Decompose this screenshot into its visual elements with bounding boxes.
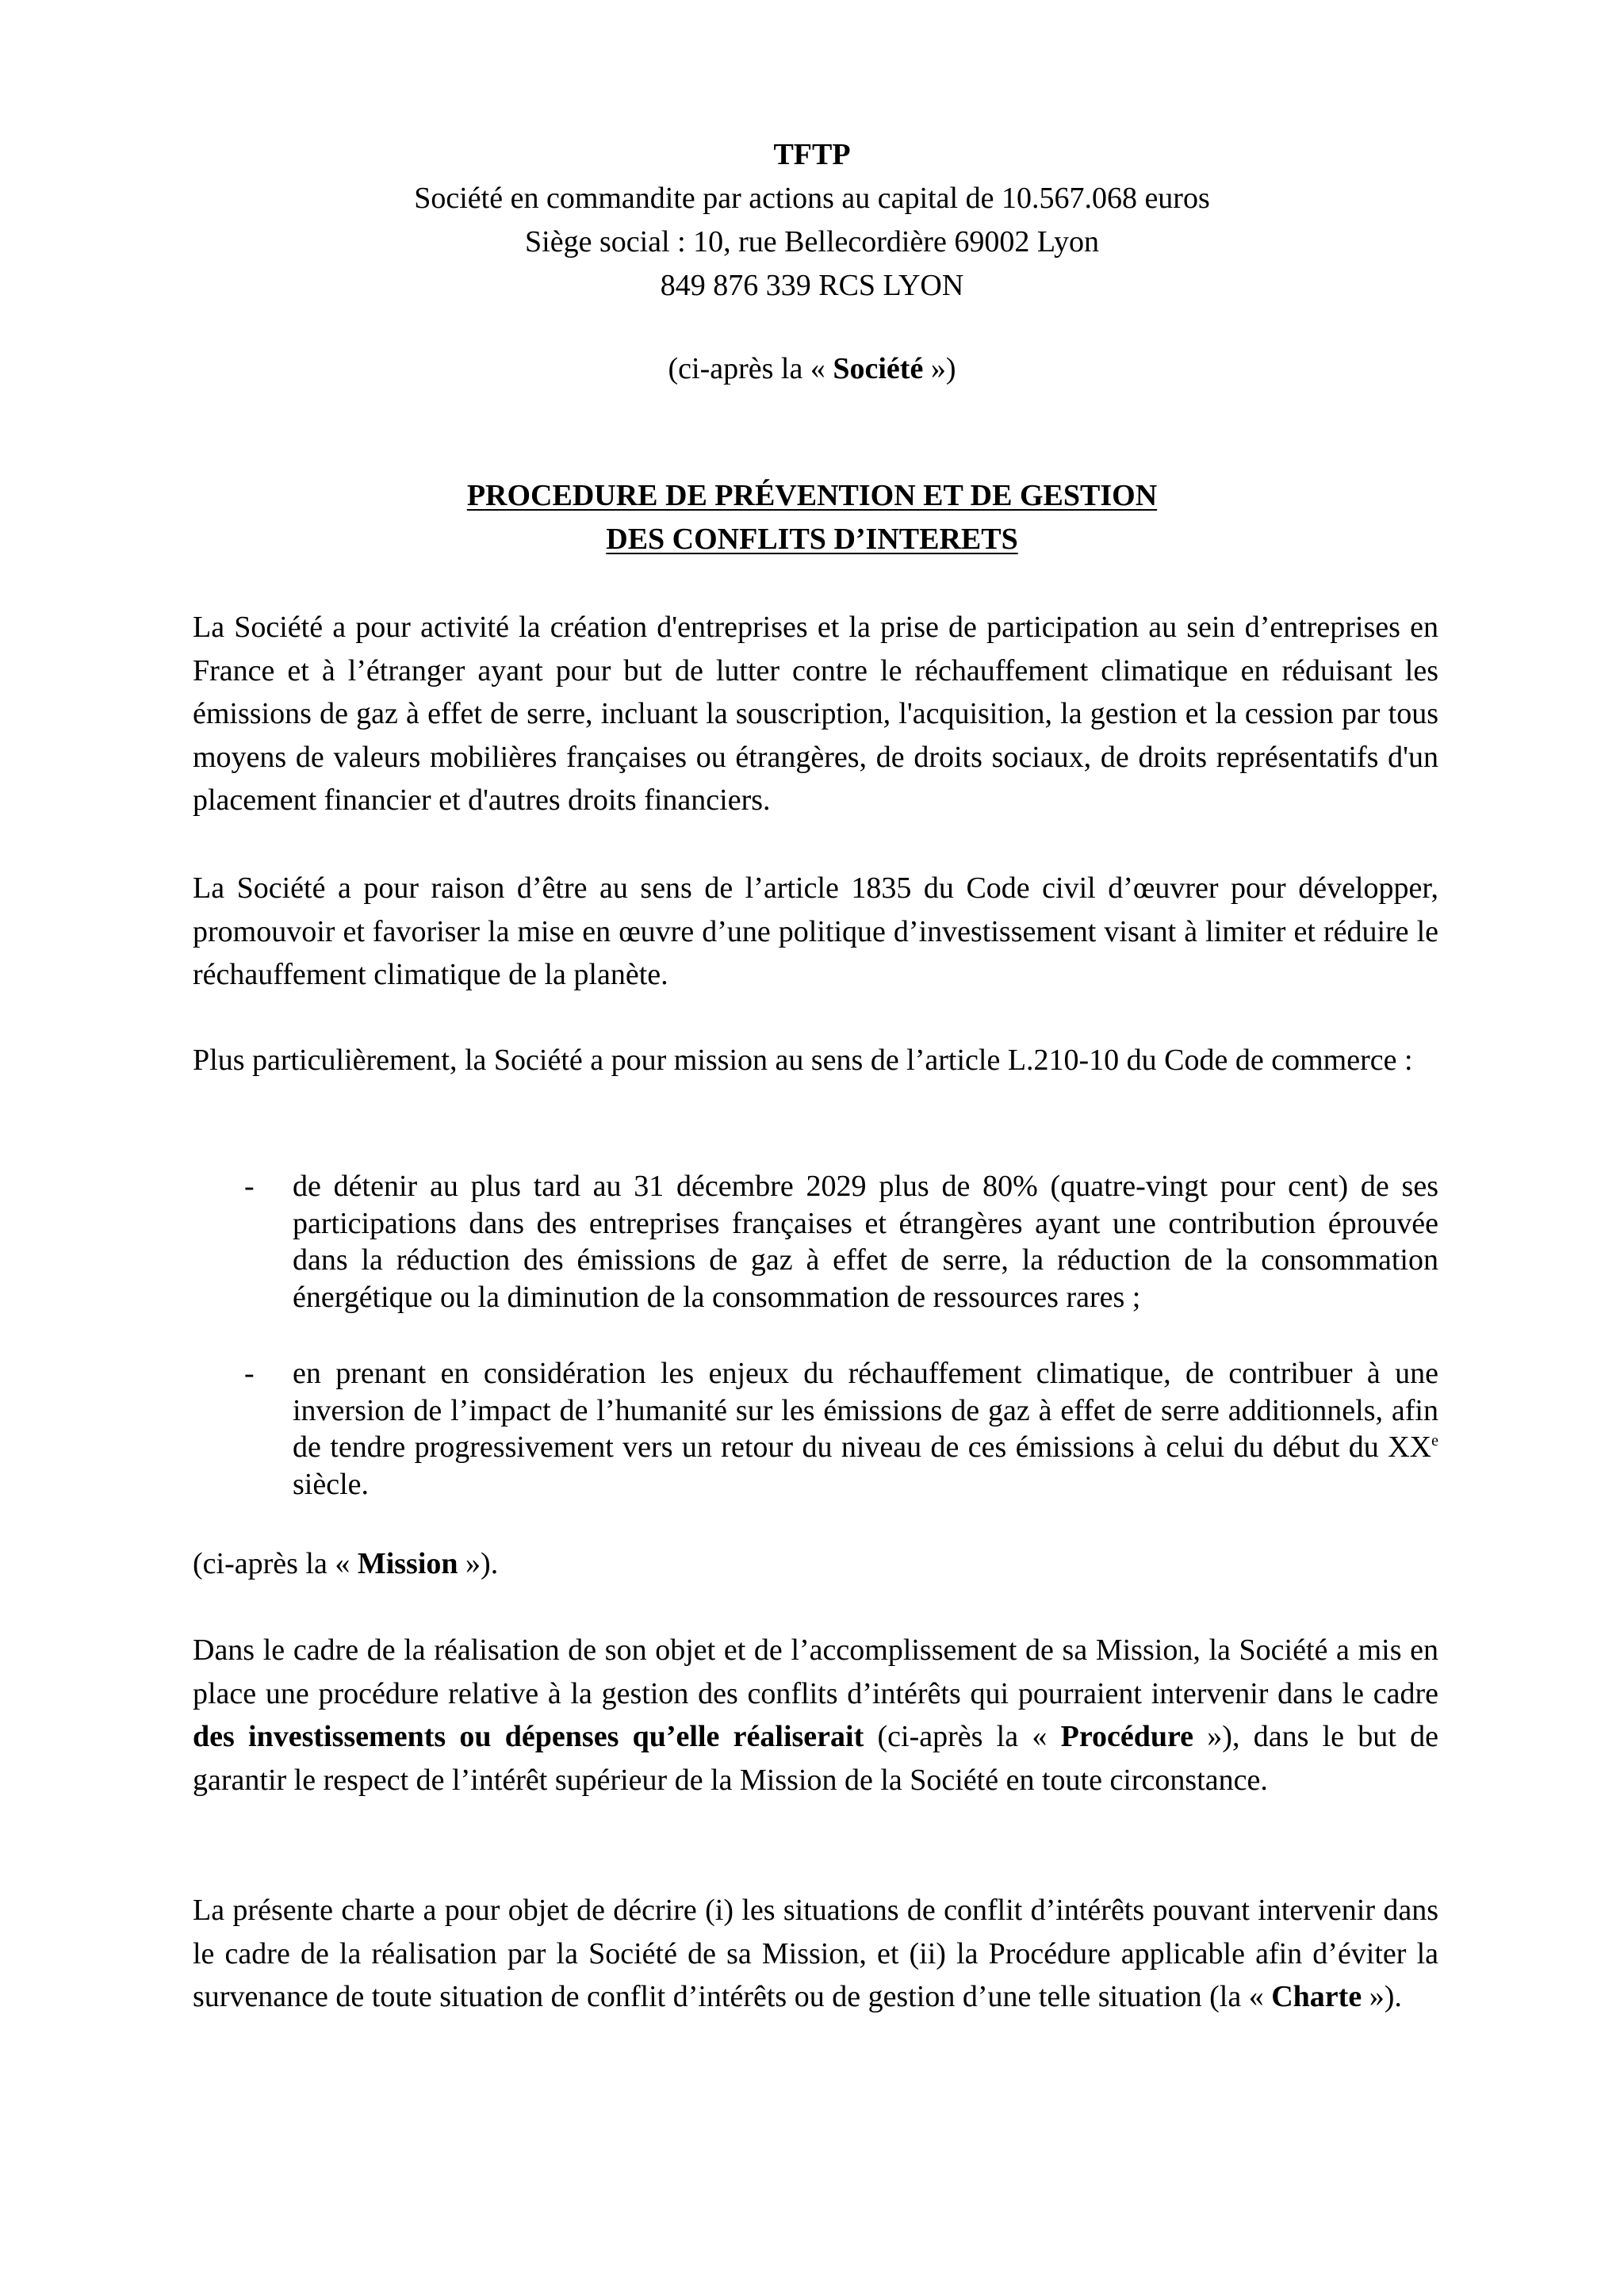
company-name: TFTP: [773, 138, 851, 171]
bold-run: des investissements ou dépenses qu’elle réaliserait: [193, 1720, 864, 1754]
defined-term-procedure: Procédure: [1060, 1720, 1194, 1754]
paragraph-activity: La Société a pour activité la création d'entreprises et la prise de participation au sein d’entreprises en France et à l’étranger ayant pour but de lutter contre le réchauffement climatique en réduisant les émissions de gaz à effet de serre, incluant la souscription, l'acquisition, la gestion et la cession par tous moyens de valeurs mobilières françaises ou étrangères, de droits sociaux, de droits représentatifs d'un placement financier et d'autres droits financiers.: [193, 611, 1438, 818]
bullet-text: de détenir au plus tard au 31 décembre 2029 plus de 80% (quatre-vingt pour cent) de ses participations dans des entreprises françaises et étrangères ayant une contribution éprouvée dans la réduction des émissions de gaz à effet de serre, la réduction de la consommation énergétique ou la diminution de la consommation de ressources rares ;: [293, 1170, 1438, 1314]
bullet-text-end: siècle.: [293, 1467, 370, 1501]
company-address: Siège social : 10, rue Bellecordière 69002 Lyon: [525, 225, 1099, 259]
paragraph-charte: [193, 1889, 1438, 2019]
document-title: [0, 474, 1624, 561]
superscript: e: [1431, 1432, 1438, 1450]
paragraph-raison-d-etre: La Société a pour raison d’être au sens de l’article 1835 du Code civil d’œuvrer pour développer, promouvoir et favoriser la mise en œuvre d’une politique d’investissement visant à limiter et réduire le réchauffement climatique de la planète.: [193, 871, 1438, 992]
bullet-dash: -: [244, 1357, 255, 1390]
company-header: [0, 133, 1624, 308]
definition-suffix: »): [923, 352, 956, 385]
definition-prefix: (ci-après la «: [193, 1547, 358, 1580]
defined-term-societe: Société: [833, 352, 924, 385]
definition-prefix: (ci-après la «: [668, 352, 833, 385]
bullet-dash: -: [244, 1170, 255, 1203]
bullet-text-main: en prenant en considération les enjeux du réchauffement climatique, de contribuer à une inversion de l’impact de l’humanité sur les émissions de gaz à effet de serre additionnels, afin de tendre progressivement vers un retour du niveau de ces émissions à celui du début du XX: [293, 1357, 1438, 1464]
paragraph-mission-intro: Plus particulièrement, la Société a pour mission au sens de l’article L.210-10 du Code de commerce :: [193, 1044, 1413, 1077]
definition-mission: [193, 1542, 1438, 1586]
text-run: (ci-après la «: [864, 1720, 1061, 1754]
definition-societe: [0, 347, 1624, 391]
title-line-2: DES CONFLITS D’INTERETS: [606, 523, 1018, 556]
paragraph-procedure: [193, 1629, 1438, 1802]
company-legal-form: Société en commandite par actions au capital de 10.567.068 euros: [414, 182, 1210, 215]
definition-suffix: »).: [458, 1547, 499, 1580]
text-run: La présente charte a pour objet de décrire (i) les situations de conflit d’intérêts pouvant intervenir dans le cadre de la réalisation par la Société de sa Mission, et (ii) la Procédure applicable afin d’éviter la survenance de toute situation de conflit d’intérêts ou de gestion d’une telle situation (la «: [193, 1894, 1438, 2014]
list-item: [193, 1355, 1438, 1503]
text-run: Dans le cadre de la réalisation de son objet et de l’accomplissement de sa Mission, la Société a mis en place une procédure relative à la gestion des conflits d’intérêts qui pourraient intervenir dans le cadre: [193, 1633, 1438, 1710]
text-run: »).: [1362, 1980, 1402, 2014]
defined-term-charte: Charte: [1271, 1980, 1362, 2014]
list-item: [193, 1168, 1438, 1316]
text-run: »), dans le but de garantir le respect de l’intérêt supérieur de la Mission de la Société en toute circonstance.: [193, 1720, 1438, 1797]
company-registration: 849 876 339 RCS LYON: [660, 269, 964, 302]
title-line-1: PROCEDURE DE PRÉVENTION ET DE GESTION: [466, 479, 1158, 512]
defined-term-mission: Mission: [357, 1547, 458, 1580]
bullet-text: [293, 1355, 1438, 1503]
